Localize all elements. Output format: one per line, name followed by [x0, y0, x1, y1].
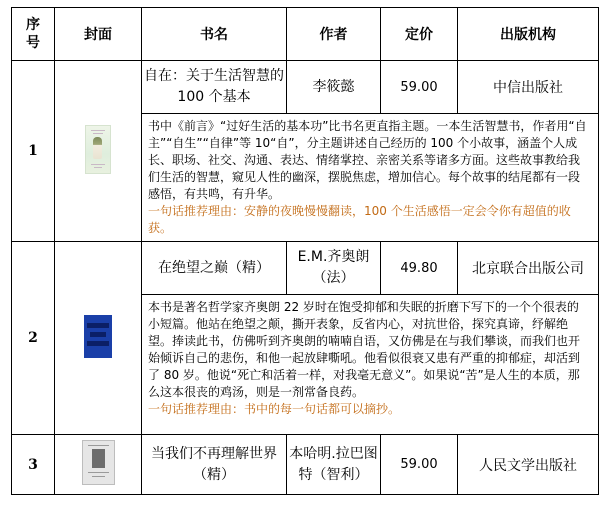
book-description-cell — [142, 114, 599, 242]
table-row — [12, 435, 599, 495]
header-publisher: 出版机构 — [458, 8, 599, 61]
book-list — [11, 7, 598, 495]
book-description: 书中《前言》“过好生活的基本功”比书名更直指主题。一本生活智慧书，作者用“自主”“自生”“自律”等 10“自”，分主题讲述自己经历的 100 个小故事，涵盖个人成长、职场、社交、沟通、表达、情绪掌控、亲密关系等诸多方面。这些故事教给我们生活的智慧，窥见人性的幽深，摆脱焦虑，增加信心。每个故事的结尾都有一段感悟，有共鸣，有升华。 — [148, 119, 587, 201]
cover-cell — [55, 435, 142, 495]
book-table — [11, 7, 599, 495]
book-publisher: 人民文学出版社 — [458, 435, 599, 495]
book-title: 当我们不再理解世界（精） — [142, 435, 287, 495]
recommend-reason: 一句话推荐理由：安静的夜晚慢慢翻读，100 个生活感悟一定会令你有超值的收获。 — [148, 204, 571, 235]
book-price: 49.80 — [381, 242, 458, 295]
book-publisher: 北京联合出版公司 — [458, 242, 599, 295]
header-row — [12, 8, 599, 61]
book-author: 本哈明.拉巴图特（智利） — [287, 435, 381, 495]
table-row — [12, 61, 599, 114]
book-price: 59.00 — [381, 61, 458, 114]
book-title: 在绝望之巅（精） — [142, 242, 287, 295]
book-author: E.M.齐奥朗（法） — [287, 242, 381, 295]
book-description: 本书是著名哲学家齐奥朗 22 岁时在饱受抑郁和失眠的折磨下写下的一个个很表的小短篇。他站在绝望之颠，撕开表象，反省内心，对抗世俗，探究真谛，纾解绝望。捧读此书，仿佛听到齐奥朗的喃喃自语，又仿佛是在与我们攀谈，而我们也开始倾诉自己的悲伤，和他一起放肆嘶吼。他看似很衰又患有严重的抑郁症，却活到了 80 岁。他说“死亡和活着一样，对我毫无意义”。如果说“苦”是人生的本质，那么这本很丧的鸡汤，则是一剂常备良药。 — [148, 300, 581, 399]
table-row — [12, 242, 599, 295]
header-index: 序号 — [12, 8, 55, 61]
book-price: 59.00 — [381, 435, 458, 495]
cover-cell — [55, 61, 142, 242]
row-index: 2 — [12, 242, 55, 435]
header-author: 作者 — [287, 8, 381, 61]
row-index: 1 — [12, 61, 55, 242]
book-publisher: 中信出版社 — [458, 61, 599, 114]
row-index: 3 — [12, 435, 55, 495]
book-cover-image — [85, 125, 111, 174]
book-title: 自在：关于生活智慧的 100 个基本 — [142, 61, 287, 114]
book-cover-image — [84, 315, 112, 358]
book-author: 李筱懿 — [287, 61, 381, 114]
cover-cell — [55, 242, 142, 435]
header-price: 定价 — [381, 8, 458, 61]
book-description-cell — [142, 295, 599, 435]
header-title: 书名 — [142, 8, 287, 61]
recommend-reason: 一句话推荐理由：书中的每一句话都可以摘抄。 — [148, 402, 401, 416]
book-cover-image — [82, 440, 115, 485]
header-cover: 封面 — [55, 8, 142, 61]
